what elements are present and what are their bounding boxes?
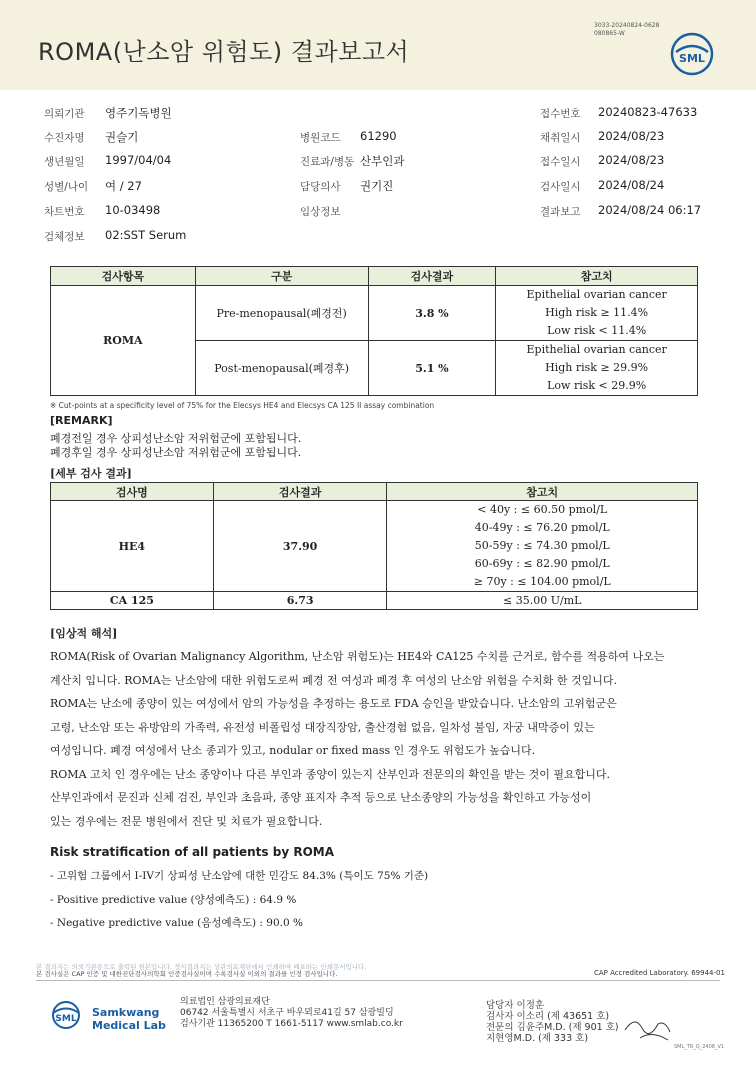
risk-heading: Risk stratification of all patients by ROMA xyxy=(50,845,334,859)
result-cell: 37.90 xyxy=(213,501,387,592)
footer-divider xyxy=(36,980,720,981)
label-hospital-code: 병원코드 xyxy=(300,132,341,144)
reference-line: 50-59y : ≤ 74.30 pmol/L xyxy=(474,539,610,552)
interpretation-line: 여성입니다. 폐경 여성에서 난소 종괴가 있고, nodular or fixed mass 인 경우도 위험도가 높습니다. xyxy=(50,744,536,757)
column-header: 구분 xyxy=(195,267,368,286)
watermark-note: 본 결과지는 의뢰기관용으로 출력된 원본입니다. 정식결과지는 상관의료재단에서 인쇄하여 배포하는 인쇄문서입니다. xyxy=(36,963,367,971)
address-line: 06742 서울특별시 서초구 바우뫼로41길 57 삼광빌딩 xyxy=(180,1008,394,1018)
reference-line: 40-49y : ≤ 76.20 pmol/L xyxy=(474,521,610,534)
interpretation-line: 있는 경우에는 전문 병원에서 진단 및 치료가 필요합니다. xyxy=(50,814,323,828)
table-header-row xyxy=(51,267,698,286)
address-line: 의료법인 삼광의료재단 xyxy=(180,997,270,1007)
table-header-row xyxy=(51,483,698,501)
label-sex-age: 성별/나이 xyxy=(44,181,89,193)
reference-cell: ≤ 35.00 U/mL xyxy=(387,592,698,610)
detail-heading: [세부 검사 결과] xyxy=(50,467,132,480)
column-header: 검사명 xyxy=(51,483,214,501)
label-receipt-no: 접수번호 xyxy=(540,108,581,120)
reference-line: Epithelial ovarian cancer xyxy=(526,343,667,356)
result-cell: 5.1 % xyxy=(368,341,496,396)
reference-line: High risk ≥ 11.4% xyxy=(545,306,649,319)
doc-code-line: 080865-W xyxy=(594,30,625,37)
result-cell: 3.8 % xyxy=(368,286,496,341)
category-cell: Pre-menopausal(폐경전) xyxy=(195,286,368,341)
value-name: 권슬기 xyxy=(105,130,139,144)
interpretation-line: ROMA(Risk of Ovarian Malignancy Algorithm, 난소암 위험도)는 HE4와 CA125 수치를 근거로, 함수를 적용하여 나오는 xyxy=(50,650,665,663)
doc-code-line: 3033-20240824-0628 xyxy=(594,22,660,29)
remark-line: 폐경전일 경우 상피성난소암 저위험군에 포함됩니다. xyxy=(50,432,302,445)
label-hospital: 의뢰기관 xyxy=(44,108,85,120)
reference-line: Epithelial ovarian cancer xyxy=(526,288,667,301)
reference-cell xyxy=(496,286,698,341)
cap-accreditation: CAP Accredited Laboratory. 69944-01 xyxy=(594,969,725,977)
signer-line: 담당자 이정훈 xyxy=(486,1000,545,1011)
column-header: 검사항목 xyxy=(51,267,196,286)
value-collect-date: 2024/08/23 xyxy=(598,129,665,143)
signers xyxy=(486,1000,619,1044)
org-name-line: Medical Lab xyxy=(92,1019,166,1032)
test-name-cell: CA 125 xyxy=(51,592,214,610)
column-header: 검사결과 xyxy=(368,267,496,286)
interpretation-line: ROMA는 난소에 종양이 있는 여성에서 암의 가능성을 추정하는 용도로 FDA 승인을 받았습니다. 난소암의 고위험군은 xyxy=(50,697,617,710)
logo-text: SML xyxy=(55,1014,77,1024)
interpretation-heading: [임상적 해석] xyxy=(50,627,118,640)
label-clinical-info: 임상정보 xyxy=(300,206,341,218)
value-dob: 1997/04/04 xyxy=(105,153,172,167)
column-header: 검사결과 xyxy=(213,483,387,501)
label-chart-no: 차트번호 xyxy=(44,206,85,218)
reference-cell xyxy=(387,501,698,592)
sml-logo-icon xyxy=(670,32,714,76)
reference-line: High risk ≥ 29.9% xyxy=(545,361,649,374)
document-version: SML_TR_Q_2408_V1 xyxy=(674,1044,725,1050)
signer-line: 지현영M.D. (제 333 호) xyxy=(486,1033,589,1044)
reference-line: ≥ 70y : ≤ 104.00 pmol/L xyxy=(473,575,611,588)
value-chart-no: 10-03498 xyxy=(105,203,161,217)
roma-result-table xyxy=(50,266,698,396)
address-line: 검사기관 11365200 T 1661-5117 www.smlab.co.kr xyxy=(180,1019,403,1029)
test-name-cell: HE4 xyxy=(51,501,214,592)
interpretation-text xyxy=(50,645,730,833)
interpretation-line: 고령, 난소암 또는 유방암의 가족력, 유전성 비폴립성 대장직장암, 출산경험 없음, 일차성 불임, 자궁 내막증이 있는 xyxy=(50,720,595,734)
value-hospital: 영주기독병원 xyxy=(105,106,172,120)
remark-line: 폐경후일 경우 상피성난소암 저위험군에 포함됩니다. xyxy=(50,446,302,459)
interpretation-line: ROMA 고치 인 경우에는 난소 종양이나 다른 부인과 종양이 있는지 산부인과 전문의의 확인을 받는 것이 필요합니다. xyxy=(50,767,610,781)
value-doctor: 권기진 xyxy=(360,179,394,193)
certification-note: 본 검사실은 CAP 인증 및 대한진단검사의학회 인증검사실이며 수록검사실 이외의 결과를 인정 검사입니다. xyxy=(36,970,338,978)
result-cell: 6.73 xyxy=(213,592,387,610)
logo-text: SML xyxy=(679,52,705,65)
table-row xyxy=(51,501,698,592)
value-receipt-no: 20240823-47633 xyxy=(598,105,698,119)
cutpoint-note: ※ Cut-points at a specificity level of 75% for the Elecsys HE4 and Elecsys CA 125 II assay combination xyxy=(50,401,435,410)
table-row xyxy=(51,592,698,610)
reference-line: < 40y : ≤ 60.50 pmol/L xyxy=(477,503,608,516)
reference-line: 60-69y : ≤ 82.90 pmol/L xyxy=(474,557,610,570)
org-name-line: Samkwang xyxy=(92,1006,160,1019)
detail-result-table xyxy=(50,482,698,610)
value-report-date: 2024/08/24 06:17 xyxy=(598,203,702,217)
label-test-date: 검사일시 xyxy=(540,181,581,193)
label-dept: 진료과/병동 xyxy=(300,156,355,168)
signer-line: 검사자 이소리 (제 43651 호) xyxy=(486,1011,610,1022)
label-report-date: 결과보고 xyxy=(540,206,581,218)
column-header: 참고치 xyxy=(387,483,698,501)
reference-line: Low risk < 29.9% xyxy=(547,379,647,392)
column-header: 참고치 xyxy=(496,267,698,286)
label-dob: 생년월일 xyxy=(44,156,85,168)
label-name: 수진자명 xyxy=(44,132,85,144)
org-name xyxy=(92,1006,166,1032)
signer-line: 전문의 김윤주M.D. (제 901 호) xyxy=(486,1022,619,1033)
interpretation-line: 계산치 입니다. ROMA는 난소암에 대한 위험도로써 폐경 전 여성과 폐경 후 여성의 난소암 위험을 수치화 한 것입니다. xyxy=(50,673,617,687)
risk-line: - Positive predictive value (양성예측도) : 64.9 % xyxy=(50,894,297,906)
label-receipt-date: 접수일시 xyxy=(540,156,581,168)
table-row xyxy=(51,286,698,341)
remark-heading: [REMARK] xyxy=(50,414,113,427)
report-title: ROMA(난소암 위험도) 결과보고서 xyxy=(38,38,410,66)
report-header xyxy=(0,0,756,90)
reference-line: Low risk < 11.4% xyxy=(547,324,647,337)
value-hospital-code: 61290 xyxy=(360,129,397,143)
label-collect-date: 채취일시 xyxy=(540,132,581,144)
sml-logo-icon xyxy=(44,1000,88,1030)
document-code xyxy=(594,22,674,38)
signature-icon xyxy=(620,1010,680,1045)
interpretation-line: 산부인과에서 문진과 신체 검진, 부인과 초음파, 종양 표지자 추적 등으로 난소종양의 가능성을 확인하고 가능성이 xyxy=(50,791,592,804)
value-specimen: 02:SST Serum xyxy=(105,228,187,242)
test-name-cell: ROMA xyxy=(51,286,196,396)
label-specimen: 검체정보 xyxy=(44,231,85,243)
value-dept: 산부인과 xyxy=(360,154,405,168)
risk-line: - Negative predictive value (음성예측도) : 90.0 % xyxy=(50,917,303,929)
reference-cell xyxy=(496,341,698,396)
risk-line: - 고위험 그룹에서 I-IV기 상피성 난소암에 대한 민감도 84.3% (특이도 75% 기준) xyxy=(50,870,429,882)
label-doctor: 담당의사 xyxy=(300,181,341,193)
value-receipt-date: 2024/08/23 xyxy=(598,153,665,167)
value-sex-age: 여 / 27 xyxy=(105,179,142,193)
value-test-date: 2024/08/24 xyxy=(598,178,665,192)
category-cell: Post-menopausal(폐경후) xyxy=(195,341,368,396)
org-address xyxy=(180,997,403,1030)
